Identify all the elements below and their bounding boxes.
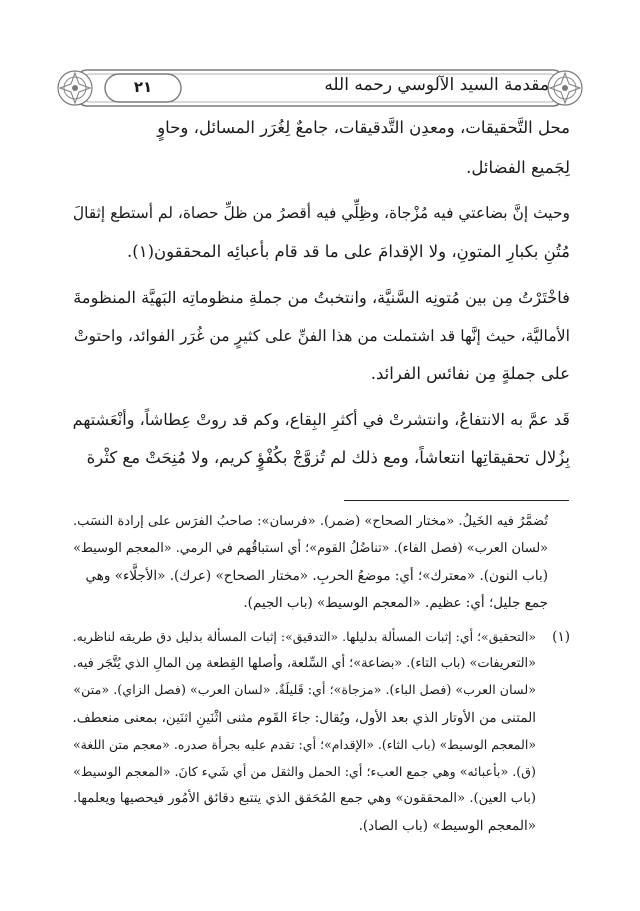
page-number: ٢١ xyxy=(133,78,153,96)
main-text xyxy=(68,118,570,498)
text-line: فاخْتَرْتُ مِن بين مُتونِه السَّنيَّة، وانتخبتُ من جملةِ منظوماتِه البَهيَّة المنظومةَ xyxy=(73,288,570,307)
text-line: وحيث إنَّ بضاعتي فيه مُزْجاة، وظِلِّي فيه أقصرُ من ظلِّ حصاة، لم أستطع إثقالَ xyxy=(72,204,570,222)
footnote-separator xyxy=(344,500,569,501)
footnote-line: «لسان العرب» (فصل الباء). «مزجاة»؛ أي: قَليلَةٌ. «لسان العرب» (فصل الزاي). «متن» xyxy=(73,683,536,698)
text-line: بِزُلال تحقيقاتِها انتعاشاً، ومع ذلك لم تُزوَّجْ بكُفْؤٍ كريم، ولا مُنِحَتْ مع كثْرة xyxy=(86,448,570,467)
footnote-line: «التعريفات» (باب التاء). «بضاعة»؛ أي السِّلعة، وأصلها القِطعة مِن المالِ الذي يُتَّجَر فيه. xyxy=(72,656,536,671)
footnote-line: (باب النون). «معترك»؛ أي: موضعُ الحربِ. «مختار الصحاح» (عرك). «الأجلَّاء» وهي xyxy=(85,568,548,584)
footnote-number: (١) xyxy=(552,629,570,645)
footnote-line: تُضمَّرُ فيه الخَيلُ. «مختار الصحاح» (ضمر). «فرسان»: صاحبُ الفرَس على إرادة النسَب. xyxy=(72,514,548,529)
footnote-line: «المعجم الوسيط» (باب الثاء). «الإقدام»؛ أي: تقدم عليه بجرأة صدره. «معجم متن اللغة» xyxy=(72,737,536,752)
footnote-line: «التحقيق»؛ أي: إثبات المسألة بدليلها. «التدقيق»: إثبات المسألة بدليل دق طريقه لناظريه. xyxy=(72,629,536,644)
footnote-line: جمع جليل؛ أي: عظيم. «المعجم الوسيط» (باب الجيم). xyxy=(243,595,548,611)
text-line: مُتُنِ بكبارِ المتونِ، ولا الإقدامَ على ما قد قام بأعبائِه المحققون(١). xyxy=(127,242,570,261)
right-rosette-icon xyxy=(548,71,582,105)
text-line: محل التَّحقيقات، ومعدِن التَّدقيقات، جامعٌ لِغُرَر المسائل، وحاوٍ xyxy=(157,118,570,137)
text-line: قَد عمَّ به الانتفاعُ، وانتشرتْ في أكثرِ البِقاع، وكم قد روتْ عِطاشاً، وأنْعَشتهم xyxy=(72,410,570,429)
running-title: مقدمة السيد الآلوسي رحمه الله xyxy=(324,75,549,95)
text-line: لِجَميع الفضائل. xyxy=(466,158,570,177)
left-rosette-icon xyxy=(58,71,92,105)
footnote-line: (ق). «بأعبائه» وهي جمع العبء؛ أي: الحمل والثقل من أي شَيء كانَ. «المعجم الوسيط» xyxy=(73,764,536,779)
footnotes xyxy=(68,514,570,874)
footnote-line: «المعجم الوسيط» (باب الصاد). xyxy=(358,818,536,834)
footnote-line: المتنى من الأوتار الذي بعد الأول، ويُقال: جاءَ القَوم مثنى اثْنَينِ اثنَين، بمعنى منعطف. xyxy=(72,710,536,726)
page-header xyxy=(55,62,585,114)
text-line: الأماليَّة، حيث إنَّها قد اشتملت من هذا الفنِّ على كثيرٍ من غُرَر الفوائد، واحتوتْ xyxy=(73,326,570,345)
footnote-line: (باب العين). «المحققون» وهي جمع المُحَقق الذي يتتبع دقائق الأمُور فيحصيها ويعلمها. xyxy=(73,791,536,806)
footnote-line: «لسان العرب» (فصل الفاء). «تناضُلُ القوم»؛ أي استباقُهم في الرمي. «المعجم الوسيط» xyxy=(73,541,548,556)
text-line: على جملةٍ مِن نفائس الفرائد. xyxy=(370,364,570,383)
